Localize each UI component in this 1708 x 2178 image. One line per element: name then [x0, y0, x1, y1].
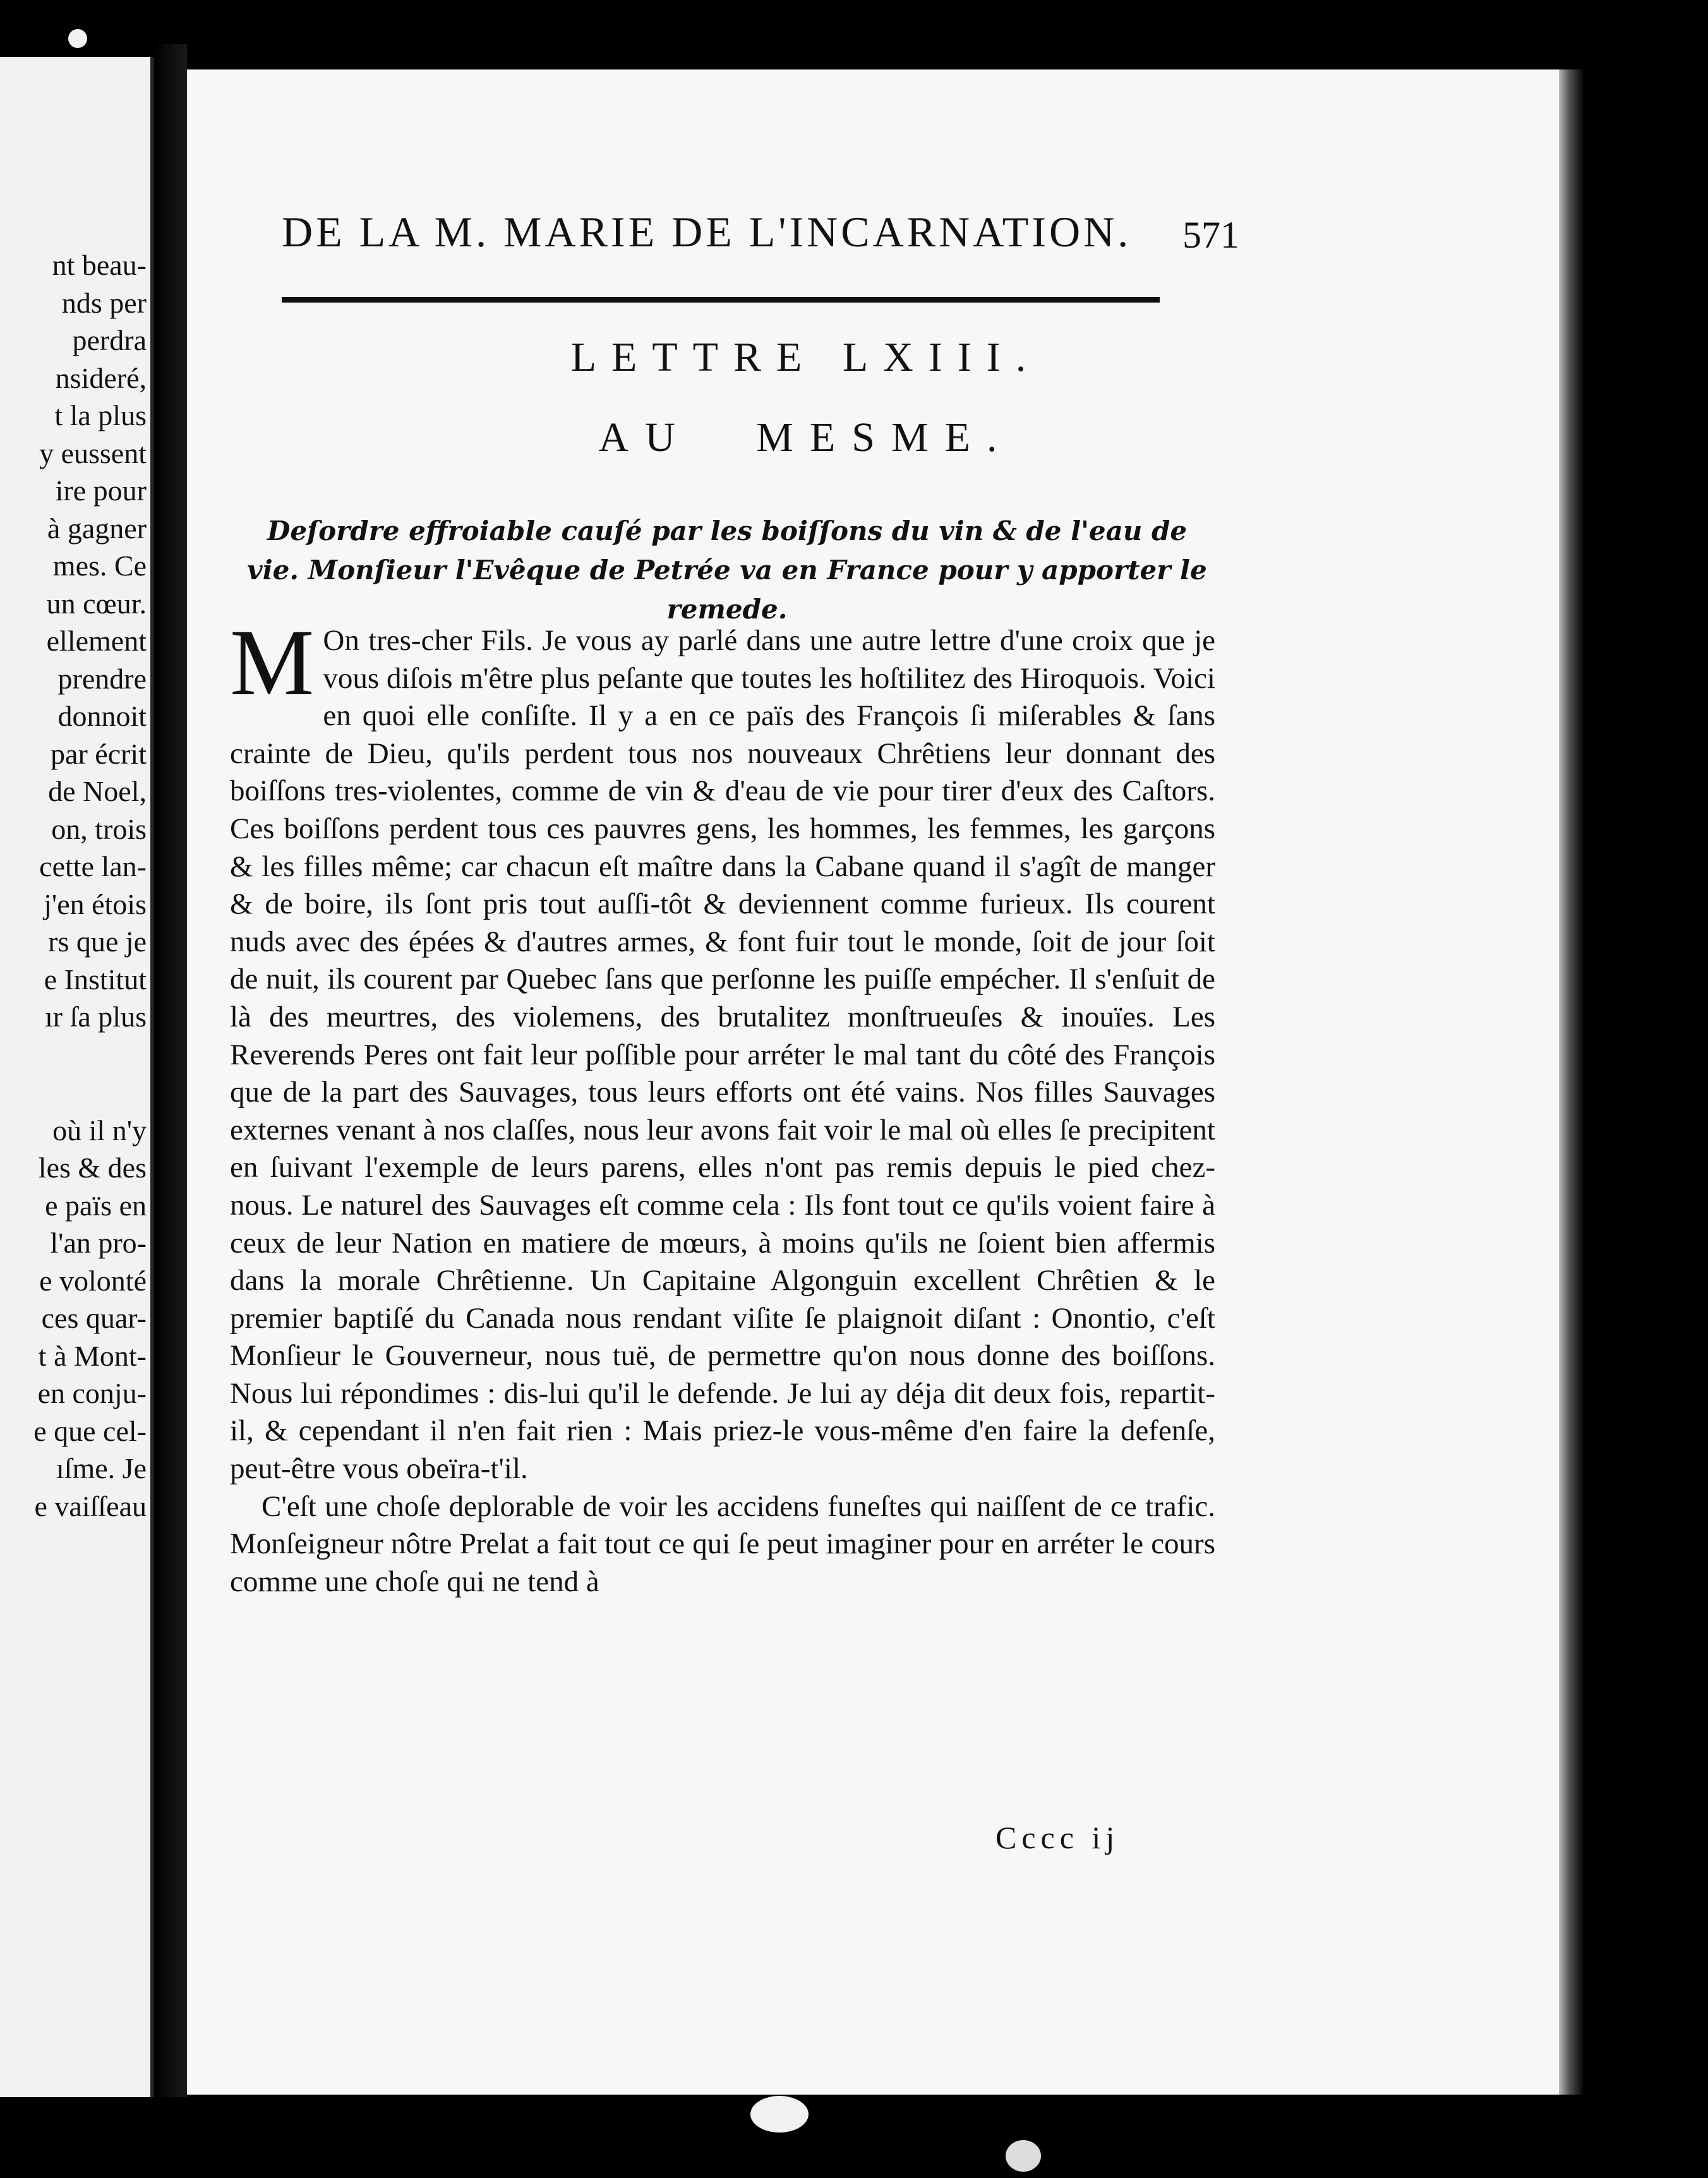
facing-page-line: e Institut [44, 963, 147, 996]
facing-page-line: de Noel, [48, 775, 147, 807]
running-head: DE LA M. MARIE DE L'INCARNATION. [282, 208, 1132, 256]
facing-page-line: les & des [38, 1152, 147, 1184]
paragraph-2: C'eſt une choſe deplorable de voir les accidens funeſtes qui naiſſent de ce trafic. Monſeigneur nôtre Prelat a fait tout ce qui ſe peut imaginer pour en arréter le cours comme une choſe qui ne tend à [230, 1489, 1215, 1598]
facing-page-line: cette lan- [39, 850, 147, 882]
facing-page-line: par écrit [51, 737, 147, 770]
facing-page-line: ır ſa plus [45, 1001, 147, 1033]
facing-page-line: e que cel- [33, 1414, 147, 1447]
letter-recipient: AU MESME. [598, 414, 1014, 460]
facing-page-line: nt beau- [52, 249, 147, 281]
paragraph-1 [230, 610, 1215, 1488]
facing-page-line: à gagner [47, 512, 147, 544]
facing-page-left [0, 57, 154, 2097]
header-rule [282, 297, 1160, 303]
facing-page-line: ire pour [55, 474, 147, 507]
book-page [187, 69, 1559, 2095]
facing-page-line: e vaiſſeau [34, 1489, 147, 1522]
signature-mark: Cccc ij [995, 1820, 1120, 1855]
letter-title: LETTRE LXIII. [570, 334, 1042, 380]
paragraph-1-text: On tres-cher Fils. Je vous ay parlé dans une autre lettre d'une croix que je vous diſois m'être plus peſante que toutes les hoſtilitez des Hiroquois. Voici en quoi elle conſiſte. Il y a en ce païs des François ſi miſerables & ſans crainte de Dieu, qu'ils perdent tous nos nouveaux Chrêtiens leur donnant des boiſſons tres-violentes, comme de vin & d'eau de vie pour tirer d'eux des Caſtors. Ces boiſſons perdent tous ces pauvres gens, les hommes, les femmes, les garçons & les filles même; car chacun eſt maître dans la Cabane quand il s'agît de manger & de boire, ils ſont pris tout auſſi-tôt & deviennent comme furieux. Ils courent nuds avec des épées & d'autres armes, & font fuir tout le monde, ſoit de jour ſoit de nuit, ils courent par Quebec ſans que perſonne les puiſſe empécher. Il s'enſuit de là des meurtres, des violemens, des brutalitez monſtrueuſes & inouïes. Les Reverends Peres ont fait leur poſſible pour arréter le mal tant du côté des François que de la part des Sauvages, tous leurs efforts ont été vains. Nos filles Sauvages externes venant à nos claſſes, nous leur avons fait voir le mal où elles ſe precipitent en ſuivant l'exemple de leurs parens, elles n'ont pas remis depuis le pied chez-nous. Le naturel des Sauvages eſt comme cela : Ils font tout ce qu'ils voient faire à ceux de leur Nation en matiere de mœurs, à moins qu'ils ne ſoient bien affermis dans la morale Chrêtienne. Un Capitaine Algonguin excellent Chrêtien & le premier baptiſé du Canada nous rendant viſite ſe plaignoit diſant : Onontio, c'eſt Monſieur le Gouverneur, nous tuë, de permettre qu'on nous donne des boiſſons. Nous lui répondimes : dis-lui qu'il le defende. Je lui ay déja dit deux fois, repartit-il, & cependant il n'en fait rien : Mais priez-le vous-même d'en faire la defenſe, peut-être vous obeïra-t'il. [230, 624, 1215, 1486]
facing-page-line: nds per [61, 286, 147, 319]
facing-page-line: prendre [57, 662, 147, 695]
letter-body [230, 610, 1215, 1601]
facing-page-line: donnoit [57, 700, 147, 732]
facing-page-line: en conju- [37, 1377, 147, 1409]
facing-page-line: ıſme. Je [56, 1452, 147, 1484]
page-number: 571 [1182, 214, 1239, 256]
facing-page-line: e païs en [45, 1189, 147, 1222]
drop-cap: M [230, 610, 315, 715]
facing-page-line: y eussent [39, 436, 147, 469]
facing-page-line: où il n'y [52, 1114, 147, 1146]
facing-page-line: rs que je [48, 925, 147, 958]
speck-top-left [68, 29, 87, 48]
facing-page-line: e volonté [39, 1264, 147, 1297]
facing-page-line: ellement [46, 625, 147, 657]
speck-bottom-center [750, 2096, 809, 2133]
facing-page-line: t la plus [54, 399, 147, 431]
facing-page-line: ces quar- [41, 1302, 147, 1334]
page-edge-right [1559, 69, 1584, 2095]
speck-bottom-right [1006, 2140, 1041, 2172]
facing-page-line: perdra [72, 324, 147, 356]
facing-page-line: j'en étois [44, 887, 147, 920]
facing-page-line: nsideré, [55, 361, 147, 394]
facing-page-line: mes. Ce [52, 550, 147, 582]
facing-page-line [33, 1036, 147, 1112]
facing-page-line: t à Mont- [38, 1339, 147, 1372]
facing-page-text [33, 246, 147, 1525]
facing-page-line: l'an pro- [50, 1227, 147, 1259]
book-gutter [154, 44, 187, 2097]
facing-page-line: on, trois [51, 812, 147, 845]
facing-page-line: un cœur. [46, 587, 147, 620]
letter-summary: Deſordre effroiable cauſé par les boiſſons du vin & de l'eau de vie. Monſieur l'Evêque de Petrée va en France pour y apporter le remede. [247, 515, 1207, 625]
